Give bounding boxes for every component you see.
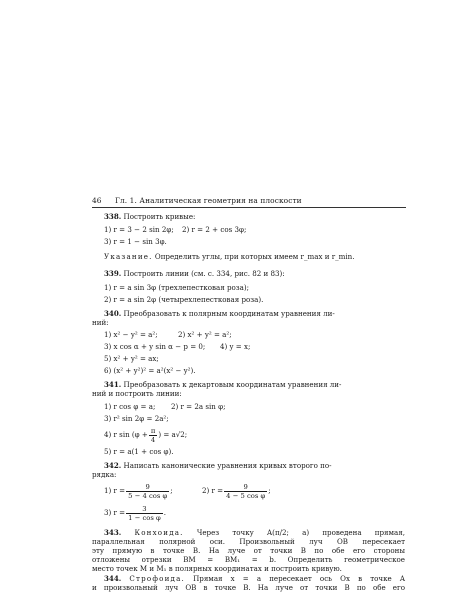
- problem-340-item-6: 6) (x² + y²)² = a²(x² − y²).: [104, 366, 196, 375]
- problem-341-item-5: 5) r = a(1 + cos φ).: [104, 447, 174, 456]
- problem-341-item-2: 2) r = 2a sin φ;: [171, 402, 226, 411]
- problem-341-item-1: 1) r cos φ = a;: [104, 402, 156, 411]
- problem-338-hint: Указание. Определить углы, при которых имеем r_max и r_min.: [104, 252, 355, 261]
- problem-340-item-2: 2) x² + y² = a²;: [178, 330, 232, 339]
- problem-339-item-1: 1) r = a sin 3φ (трехлепестковая роза);: [104, 283, 250, 292]
- problem-342-title-line-2: рядка:: [92, 470, 117, 479]
- page-number: 46: [92, 196, 102, 205]
- problem-340-title-line-1: 340. Преобразовать к полярным координатам уравнения ли-: [104, 309, 335, 318]
- problem-338-item-3: 3) r = 1 − sin 3φ.: [104, 237, 167, 246]
- header-rule: [92, 207, 406, 208]
- problem-344-line-2: и произвольный луч OB в точке B. На луче от точки B по обе его: [92, 583, 405, 592]
- problem-343-line-4: отложены отрезки BM = BM₁ = b. Определить геометрическое: [92, 555, 405, 564]
- problem-339-item-2: 2) r = a sin 2φ (четырехлепестковая роза).: [104, 295, 264, 304]
- problem-341-title-line-2: ний и построить линии:: [92, 389, 182, 398]
- problem-343-line-2: параллельная полярной оси. Произвольный луч OB пересекает: [92, 537, 405, 546]
- problem-338-item-1: 1) r = 3 − 2 sin 2φ;: [104, 225, 174, 234]
- problem-343-line-1: 343. Конхоида. Через точку A(π/2; a) проведена прямая,: [104, 528, 405, 537]
- problem-343-line-5: место точек M и M₁ в полярных координатах и построить кривую.: [92, 564, 342, 573]
- fraction-3: $\frac{3}{\text{1 − cos φ}}$: [128, 504, 161, 522]
- problem-340-item-4: 4) y = x;: [220, 342, 251, 351]
- problem-339-title: 339. Построить линии (см. с. 334, рис. 82 и 83):: [104, 269, 285, 278]
- problem-342-item-1: 1) r = $\frac{9}{\text{5 − 4 cos φ}}$ ;: [104, 482, 173, 500]
- fraction-pi-over-4: $\frac{\pi}{4}$: [150, 426, 156, 444]
- problem-340-item-3: 3) x cos α + y sin α − p = 0;: [104, 342, 206, 351]
- fraction-2: $\frac{9}{\text{4 − 5 cos φ}}$: [226, 482, 266, 500]
- problem-342-title-line-1: 342. Написать канонические уравнения кривых второго по-: [104, 461, 332, 470]
- running-title: Гл. 1. Аналитическая геометрия на плоскости: [115, 196, 302, 205]
- problem-338-item-2: 2) r = 2 + cos 3φ;: [182, 225, 247, 234]
- problem-340-item-1: 1) x² − y² = a²;: [104, 330, 158, 339]
- problem-342-item-3: 3) r = $\frac{3}{\text{1 − cos φ}}$ .: [104, 504, 167, 522]
- problem-341-item-3: 3) r² sin 2φ = 2a²;: [104, 414, 169, 423]
- problem-343-line-3: эту прямую в точке B. На луче от точки B по обе его стороны: [92, 546, 405, 555]
- problem-338-title: 338. Построить кривые:: [104, 212, 196, 221]
- fraction-1: $\frac{9}{\text{5 − 4 cos φ}}$: [128, 482, 168, 500]
- problem-341-item-4: 4) r sin (φ + $\frac{\pi}{4}$ ) = a√2;: [104, 426, 188, 444]
- problem-341-title-line-1: 341. Преобразовать к декартовым координатам уравнения ли-: [104, 380, 342, 389]
- problem-340-title-line-2: ний:: [92, 318, 109, 327]
- problem-344-line-1: 344. Строфоида. Прямая x = a пересекает ось Ox в точке A: [104, 574, 405, 583]
- problem-342-item-2: 2) r = $\frac{9}{\text{4 − 5 cos φ}}$ ;: [202, 482, 271, 500]
- problem-340-item-5: 5) x² + y² = ax;: [104, 354, 159, 363]
